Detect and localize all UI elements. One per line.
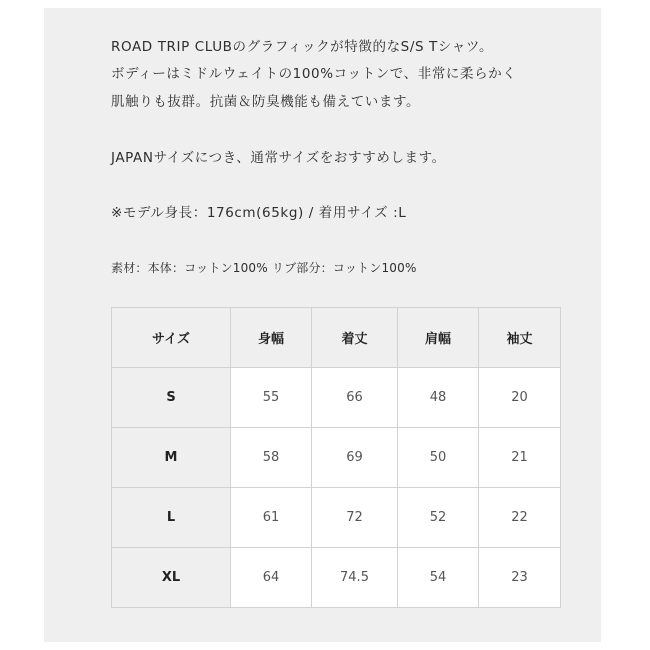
description-line-3: 肌触りも抜群。抗菌＆防臭機能も備えています。 xyxy=(111,94,421,110)
length-cell: 74.5 xyxy=(312,548,398,608)
material-info: 素材：本体：コットン100% リブ部分：コットン100% xyxy=(111,261,417,275)
size-label: S xyxy=(112,368,231,428)
table-row xyxy=(112,488,561,548)
body-width-cell: 55 xyxy=(231,368,312,428)
shoulder-width-cell: 50 xyxy=(398,428,479,488)
header-body-width: 身幅 xyxy=(231,308,312,368)
body-width-cell: 64 xyxy=(231,548,312,608)
model-info: ※モデル身長：176cm(65kg) / 着用サイズ :L xyxy=(111,205,407,221)
body-width-cell: 58 xyxy=(231,428,312,488)
shoulder-width-cell: 48 xyxy=(398,368,479,428)
size-label: L xyxy=(112,488,231,548)
length-cell: 72 xyxy=(312,488,398,548)
header-length: 着丈 xyxy=(312,308,398,368)
size-table-header xyxy=(112,308,561,368)
length-cell: 66 xyxy=(312,368,398,428)
size-table xyxy=(111,307,561,608)
sleeve-length-cell: 22 xyxy=(479,488,561,548)
size-label: XL xyxy=(112,548,231,608)
shoulder-width-cell: 52 xyxy=(398,488,479,548)
header-sleeve-length: 袖丈 xyxy=(479,308,561,368)
header-size: サイズ xyxy=(112,308,231,368)
length-cell: 69 xyxy=(312,428,398,488)
body-width-cell: 61 xyxy=(231,488,312,548)
size-recommendation: JAPANサイズにつき、通常サイズをおすすめします。 xyxy=(111,150,446,166)
description-line-1: ROAD TRIP CLUBのグラフィックが特徴的なS/S Tシャツ。 xyxy=(111,39,494,55)
table-row xyxy=(112,428,561,488)
header-shoulder-width: 肩幅 xyxy=(398,308,479,368)
size-label: M xyxy=(112,428,231,488)
description-line-2: ボディーはミドルウェイトの100%コットンで、非常に柔らかく xyxy=(111,66,517,82)
table-row xyxy=(112,548,561,608)
sleeve-length-cell: 20 xyxy=(479,368,561,428)
sleeve-length-cell: 21 xyxy=(479,428,561,488)
sleeve-length-cell: 23 xyxy=(479,548,561,608)
shoulder-width-cell: 54 xyxy=(398,548,479,608)
table-row xyxy=(112,368,561,428)
